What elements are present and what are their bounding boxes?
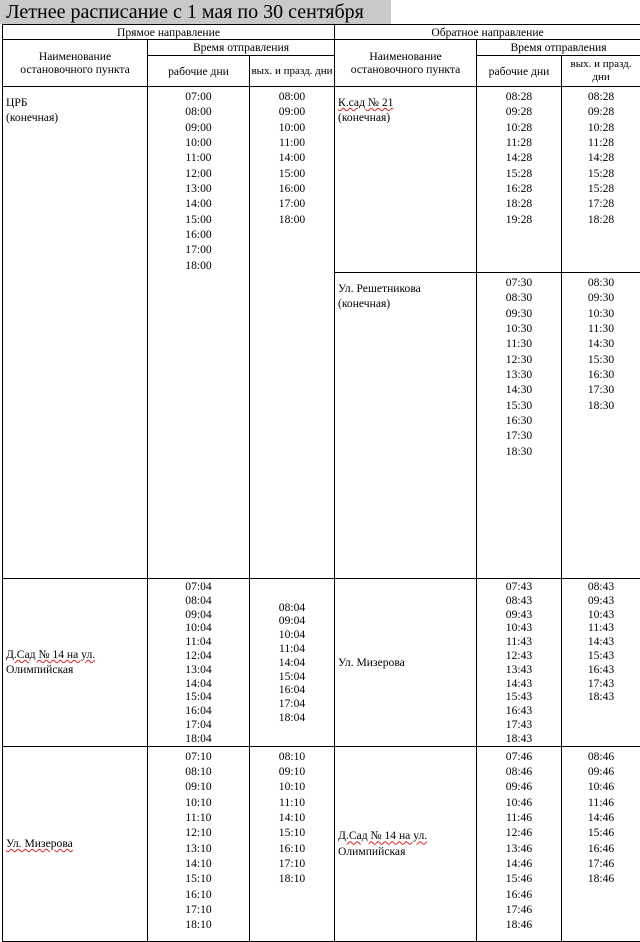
departure-time: 08:46 xyxy=(587,749,615,763)
departure-time: 11:46 xyxy=(588,795,615,809)
departure-time: 10:04 xyxy=(185,621,212,635)
stop-name-line: (конечная) xyxy=(6,111,59,125)
departure-time: 10:43 xyxy=(505,621,533,635)
departure-time: 08:00 xyxy=(185,105,212,119)
backward-dsad14-weekend-times xyxy=(562,746,640,941)
departure-time: 16:28 xyxy=(505,182,533,196)
departure-time: 14:28 xyxy=(587,151,615,165)
departure-time: 16:00 xyxy=(278,182,306,196)
departure-time: 15:30 xyxy=(587,352,615,366)
departure-time: 16:30 xyxy=(587,368,615,382)
departure-time: 10:43 xyxy=(587,607,615,621)
departure-time: 13:43 xyxy=(505,662,533,676)
departure-time: 15:28 xyxy=(587,182,615,196)
departure-time: 09:00 xyxy=(185,120,212,134)
departure-time: 08:28 xyxy=(587,90,615,103)
backward-departure-time-header: Время отправления xyxy=(477,40,640,56)
departure-time: 16:10 xyxy=(278,841,306,855)
departure-time: 15:43 xyxy=(505,690,533,704)
departure-time: 17:30 xyxy=(587,383,615,397)
departure-time: 18:04 xyxy=(278,711,306,725)
forward-dsad14-weekend-times xyxy=(250,579,335,747)
departure-time: 17:04 xyxy=(185,717,212,731)
departure-time: 18:04 xyxy=(185,731,212,745)
departure-time: 07:00 xyxy=(185,90,212,103)
departure-time: 09:00 xyxy=(278,105,306,119)
departure-time: 17:28 xyxy=(587,197,615,211)
backward-weekdays-header: рабочие дни xyxy=(477,56,562,87)
departure-time: 10:04 xyxy=(278,628,306,642)
departure-time: 18:00 xyxy=(185,258,212,272)
departure-time: 13:30 xyxy=(505,368,533,382)
departure-time: 14:00 xyxy=(185,197,212,211)
departure-time: 11:28 xyxy=(506,136,532,150)
departure-time: 10:46 xyxy=(587,780,615,794)
departure-time: 08:10 xyxy=(278,749,306,763)
departure-time: 12:30 xyxy=(505,352,533,366)
departure-time: 17:46 xyxy=(505,903,533,916)
backward-dsad14-weekday-times xyxy=(477,746,562,941)
departure-time: 15:04 xyxy=(278,669,306,683)
departure-time: 09:46 xyxy=(505,780,533,794)
departure-time: 07:43 xyxy=(505,580,533,593)
stop-name-line: К.сад № 21 xyxy=(338,96,394,109)
departure-time: 14:43 xyxy=(587,635,615,649)
departure-time: 18:30 xyxy=(587,398,615,412)
departure-time: 14:30 xyxy=(587,337,615,351)
backward-stop-ksad21 xyxy=(335,87,477,273)
stop-name-line: (конечная) xyxy=(338,111,391,125)
departure-time: 13:00 xyxy=(185,182,212,196)
departure-time: 18:43 xyxy=(505,731,533,745)
departure-time: 18:00 xyxy=(278,212,306,226)
departure-time: 11:04 xyxy=(279,642,305,656)
departure-time: 10:28 xyxy=(587,120,615,134)
departure-time: 17:43 xyxy=(505,717,533,731)
departure-time: 16:04 xyxy=(278,683,306,697)
departure-time: 10:30 xyxy=(587,306,615,320)
departure-time: 17:46 xyxy=(587,856,615,870)
departure-time: 09:28 xyxy=(505,105,533,119)
departure-time: 09:28 xyxy=(587,105,615,119)
departure-time: 09:10 xyxy=(278,764,306,778)
page-title: Летнее расписание с 1 мая по 30 сентября xyxy=(0,0,391,24)
departure-time: 12:04 xyxy=(185,648,212,662)
departure-time: 09:30 xyxy=(587,291,615,305)
stop-name-line: ЦРБ xyxy=(6,96,28,109)
departure-time: 10:30 xyxy=(505,322,533,336)
stop-name-line: Олимпийская xyxy=(338,844,406,858)
departure-time: 15:28 xyxy=(505,166,533,180)
stop-name-line: Д.Сад № 14 на ул. xyxy=(6,647,96,661)
departure-time: 16:43 xyxy=(587,662,615,676)
departure-time: 11:04 xyxy=(185,635,212,649)
departure-time: 14:10 xyxy=(278,810,306,824)
departure-time: 14:46 xyxy=(505,856,533,870)
forward-departure-time-header: Время отправления xyxy=(148,40,335,56)
departure-time: 12:10 xyxy=(185,826,212,840)
departure-time: 13:46 xyxy=(505,841,533,855)
stop-name-line: Олимпийская xyxy=(6,663,74,677)
departure-time: 08:04 xyxy=(278,600,306,614)
departure-time: 14:43 xyxy=(505,676,533,690)
departure-time: 14:04 xyxy=(278,655,306,669)
departure-time: 16:04 xyxy=(185,704,212,718)
departure-time: 11:10 xyxy=(279,795,305,809)
departure-time: 08:28 xyxy=(505,90,533,103)
departure-time: 08:43 xyxy=(587,580,615,593)
departure-time: 18:30 xyxy=(505,444,533,458)
departure-time: 15:43 xyxy=(587,648,615,662)
departure-time: 19:28 xyxy=(505,212,533,226)
departure-time: 16:46 xyxy=(505,887,533,901)
backward-stop-reshetnikova xyxy=(335,273,477,579)
backward-ksad21-weekday-times xyxy=(477,87,562,273)
schedule-table xyxy=(2,24,640,942)
departure-time: 17:10 xyxy=(278,856,306,870)
departure-time: 15:10 xyxy=(185,872,212,886)
forward-stop-mizerova xyxy=(3,746,148,941)
departure-time: 18:43 xyxy=(587,690,615,704)
backward-direction-header: Обратное направление xyxy=(335,25,640,40)
departure-time: 09:46 xyxy=(587,764,615,778)
backward-stop-mizerova xyxy=(335,579,477,747)
departure-time: 12:46 xyxy=(505,826,533,840)
backward-mizerova-weekend-times xyxy=(562,579,640,747)
forward-crb-weekend-times xyxy=(250,87,335,579)
departure-time: 14:10 xyxy=(185,856,212,870)
departure-time: 10:10 xyxy=(185,795,212,809)
departure-time: 12:00 xyxy=(185,166,212,180)
forward-direction-header: Прямое направление xyxy=(3,25,335,40)
departure-time: 18:46 xyxy=(587,872,615,886)
departure-time: 10:00 xyxy=(185,136,212,150)
stop-name-line: Ул. Решетникова xyxy=(338,282,421,295)
departure-time: 18:28 xyxy=(505,197,533,211)
departure-time: 13:10 xyxy=(185,841,212,855)
forward-stop-name-header: Наименование остановочного пункта xyxy=(3,40,148,87)
departure-time: 11:30 xyxy=(506,337,532,351)
departure-time: 17:04 xyxy=(278,697,306,711)
departure-time: 15:04 xyxy=(185,690,212,704)
departure-time: 16:30 xyxy=(505,414,533,428)
departure-time: 17:30 xyxy=(505,429,533,443)
departure-time: 15:10 xyxy=(278,826,306,840)
departure-time: 09:43 xyxy=(505,607,533,621)
departure-time: 11:00 xyxy=(185,151,212,165)
forward-weekends-header: вых. и празд. дни xyxy=(250,56,335,87)
departure-time: 11:28 xyxy=(588,136,615,150)
departure-time: 07:04 xyxy=(185,580,212,593)
backward-weekends-header: вых. и празд. дни xyxy=(562,56,640,87)
departure-time: 16:43 xyxy=(505,704,533,718)
departure-time: 18:28 xyxy=(587,212,615,226)
departure-time: 17:00 xyxy=(278,197,306,211)
departure-time: 14:30 xyxy=(505,383,533,397)
stop-name-line: (конечная) xyxy=(338,297,391,311)
departure-time: 09:30 xyxy=(505,306,533,320)
departure-time: 08:30 xyxy=(505,291,533,305)
stop-name-line: Ул. Мизерова xyxy=(6,837,73,851)
departure-time: 08:30 xyxy=(587,276,615,289)
departure-time: 08:46 xyxy=(505,764,533,778)
departure-time: 09:10 xyxy=(185,780,212,794)
departure-time: 08:04 xyxy=(185,593,212,607)
forward-crb-weekday-times xyxy=(148,87,250,579)
departure-time: 16:00 xyxy=(185,228,212,242)
departure-time: 16:10 xyxy=(185,887,212,901)
stop-name-line: Д.Сад № 14 на ул. xyxy=(338,829,428,843)
departure-time: 14:28 xyxy=(505,151,533,165)
departure-time: 15:46 xyxy=(587,826,615,840)
departure-time: 07:46 xyxy=(505,749,533,763)
departure-time: 10:46 xyxy=(505,795,533,809)
departure-time: 11:30 xyxy=(588,322,615,336)
departure-time: 18:46 xyxy=(505,918,533,932)
departure-time: 12:43 xyxy=(505,648,533,662)
departure-time: 14:46 xyxy=(587,810,615,824)
departure-time: 13:04 xyxy=(185,662,212,676)
departure-time: 10:00 xyxy=(278,120,306,134)
departure-time: 18:10 xyxy=(278,872,306,886)
forward-weekdays-header: рабочие дни xyxy=(148,56,250,87)
backward-mizerova-weekday-times xyxy=(477,579,562,747)
departure-time: 14:00 xyxy=(278,151,306,165)
forward-stop-crb xyxy=(3,87,148,579)
departure-time: 15:00 xyxy=(185,212,212,226)
forward-mizerova-weekend-times xyxy=(250,746,335,941)
departure-time: 11:43 xyxy=(588,621,615,635)
departure-time: 11:43 xyxy=(506,635,532,649)
departure-time: 16:46 xyxy=(587,841,615,855)
departure-time: 11:46 xyxy=(506,810,532,824)
stop-name-line: Ул. Мизерова xyxy=(338,655,405,669)
backward-reshetnikova-weekday-times xyxy=(477,273,562,579)
departure-time: 15:46 xyxy=(505,872,533,886)
departure-time: 17:43 xyxy=(587,676,615,690)
forward-dsad14-weekday-times xyxy=(148,579,250,747)
backward-reshetnikova-weekend-times xyxy=(562,273,640,579)
departure-time: 09:04 xyxy=(185,607,212,621)
departure-time: 15:30 xyxy=(505,398,533,412)
departure-time: 11:00 xyxy=(279,136,305,150)
departure-time: 08:10 xyxy=(185,764,212,778)
forward-stop-dsad14 xyxy=(3,579,148,747)
backward-stop-dsad14 xyxy=(335,746,477,941)
departure-time: 09:43 xyxy=(587,593,615,607)
departure-time: 18:10 xyxy=(185,918,212,932)
departure-time: 07:30 xyxy=(505,276,533,289)
departure-time: 10:10 xyxy=(278,780,306,794)
departure-time: 07:10 xyxy=(185,749,212,763)
departure-time: 09:04 xyxy=(278,614,306,628)
departure-time: 08:00 xyxy=(278,90,306,103)
departure-time: 17:10 xyxy=(185,903,212,916)
forward-mizerova-weekday-times xyxy=(148,746,250,941)
backward-ksad21-weekend-times xyxy=(562,87,640,273)
departure-time: 15:00 xyxy=(278,166,306,180)
departure-time: 11:10 xyxy=(185,810,212,824)
departure-time: 08:43 xyxy=(505,593,533,607)
backward-stop-name-header: Наименование остановочного пункта xyxy=(335,40,477,87)
departure-time: 10:28 xyxy=(505,120,533,134)
departure-time: 15:28 xyxy=(587,166,615,180)
departure-time: 14:04 xyxy=(185,676,212,690)
departure-time: 17:00 xyxy=(185,243,212,257)
